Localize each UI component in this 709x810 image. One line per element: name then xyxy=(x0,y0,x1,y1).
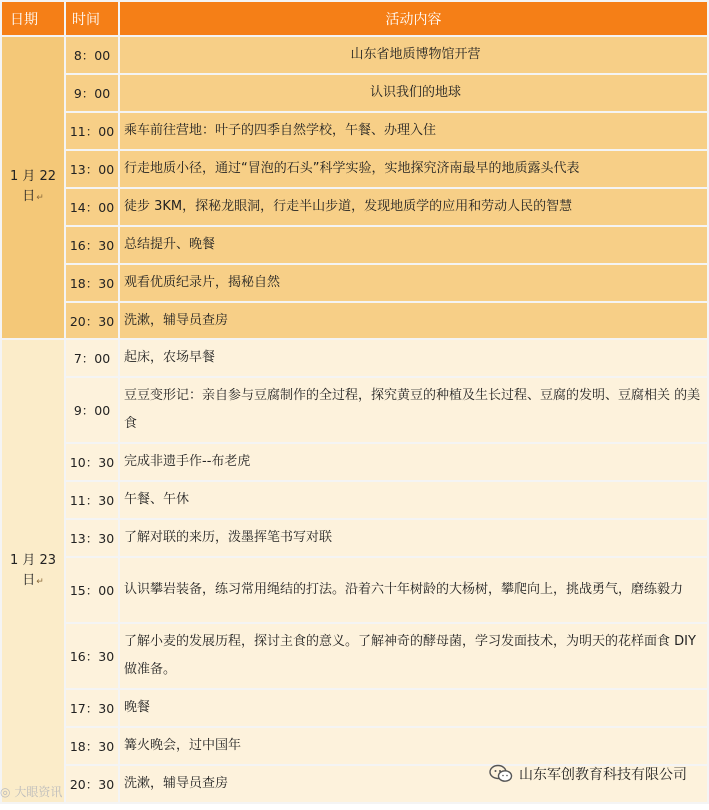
activity-cell: 起床，农场早餐 xyxy=(120,340,707,376)
table-row xyxy=(2,624,707,688)
activity-cell: 了解对联的来历，泼墨挥笔书写对联 xyxy=(120,520,707,556)
time-cell: 15：00 xyxy=(66,558,118,622)
time-cell: 18：30 xyxy=(66,265,118,301)
activity-cell: 篝火晚会，过中国年 xyxy=(120,728,707,764)
table-row xyxy=(2,378,707,442)
org-name: 山东军创教育科技有限公司 xyxy=(519,767,687,783)
time-cell: 13：30 xyxy=(66,520,118,556)
org-watermark xyxy=(489,764,687,784)
activity-cell: 认识我们的地球 xyxy=(120,75,707,111)
time-cell: 9：00 xyxy=(66,378,118,442)
table-row xyxy=(2,189,707,225)
time-cell: 14：00 xyxy=(66,189,118,225)
time-cell: 11：30 xyxy=(66,482,118,518)
activity-cell: 洗漱，辅导员查房 xyxy=(120,766,707,802)
activity-cell: 行走地质小径，通过“冒泡的石头”科学实验，实地探究济南最早的地质露头代表 xyxy=(120,151,707,187)
table-row xyxy=(2,482,707,518)
header-activity: 活动内容 xyxy=(120,2,707,35)
activity-cell: 观看优质纪录片，揭秘自然 xyxy=(120,265,707,301)
source-logo-watermark: ◎ 大眼资讯 xyxy=(0,785,63,799)
table-row xyxy=(2,690,707,726)
table-row xyxy=(2,75,707,111)
time-cell: 17：30 xyxy=(66,690,118,726)
time-cell: 10：30 xyxy=(66,444,118,480)
time-cell: 16：30 xyxy=(66,624,118,688)
table-row xyxy=(2,113,707,149)
time-cell: 20：30 xyxy=(66,303,118,338)
activity-cell: 晚餐 xyxy=(120,690,707,726)
table-row xyxy=(2,303,707,338)
activity-cell: 认识攀岩装备，练习常用绳结的打法。沿着六十年树龄的大杨树，攀爬向上，挑战勇气，磨练毅力 xyxy=(120,558,707,622)
table-row xyxy=(2,265,707,301)
table-row xyxy=(2,227,707,263)
activity-cell: 了解小麦的发展历程，探讨主食的意义。了解神奇的酵母菌，学习发面技术，为明天的花样面食 DIY 做准备。 xyxy=(120,624,707,688)
activity-cell: 山东省地质博物馆开营 xyxy=(120,37,707,73)
wechat-icon xyxy=(489,764,513,784)
activity-cell: 乘车前往营地：叶子的四季自然学校，午餐、办理入住 xyxy=(120,113,707,149)
table-row xyxy=(2,151,707,187)
header-time: 时间 xyxy=(66,2,118,35)
table-row xyxy=(2,37,707,73)
time-cell: 9：00 xyxy=(66,75,118,111)
activity-cell: 豆豆变形记：亲自参与豆腐制作的全过程，探究黄豆的种植及生长过程、豆腐的发明、豆腐相关 的美食 xyxy=(120,378,707,442)
activity-cell: 完成非遗手作--布老虎 xyxy=(120,444,707,480)
time-cell: 8：00 xyxy=(66,37,118,73)
table-header-row xyxy=(2,2,707,35)
activity-cell: 总结提升、晚餐 xyxy=(120,227,707,263)
activity-cell: 午餐、午休 xyxy=(120,482,707,518)
time-cell: 20：30 xyxy=(66,766,118,802)
time-cell: 18：30 xyxy=(66,728,118,764)
date-cell-day1: 1 月 22 日↵ xyxy=(2,37,64,338)
table-row xyxy=(2,728,707,764)
table-row xyxy=(2,444,707,480)
time-cell: 16：30 xyxy=(66,227,118,263)
date-cell-day2: 1 月 23 日↵ xyxy=(2,340,64,802)
activity-cell: 徒步 3KM，探秘龙眼洞，行走半山步道，发现地质学的应用和劳动人民的智慧 xyxy=(120,189,707,225)
table-row xyxy=(2,558,707,622)
time-cell: 13：00 xyxy=(66,151,118,187)
time-cell: 11：00 xyxy=(66,113,118,149)
table-row xyxy=(2,340,707,376)
eye-logo-icon: ◎ xyxy=(0,785,11,799)
activity-cell: 洗漱，辅导员查房 xyxy=(120,303,707,338)
table-row xyxy=(2,520,707,556)
header-date: 日期 xyxy=(2,2,64,35)
time-cell: 7：00 xyxy=(66,340,118,376)
